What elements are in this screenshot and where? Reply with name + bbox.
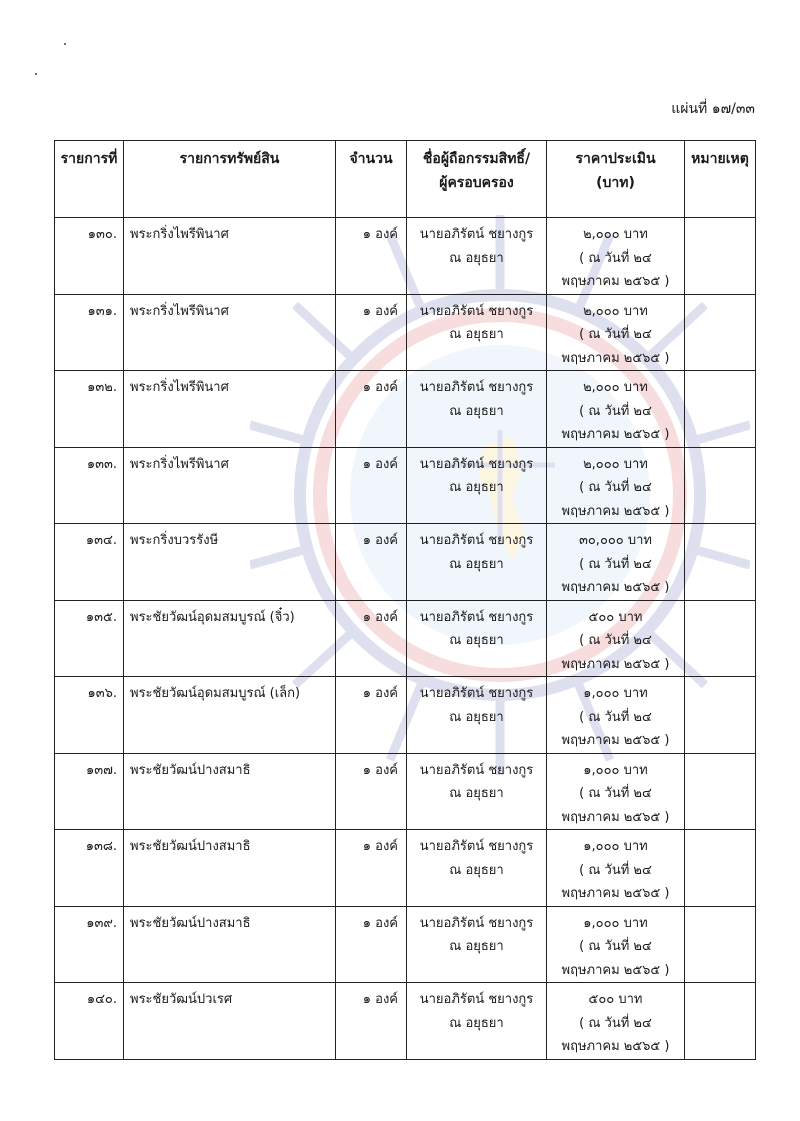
row-owner-surname: ณ อยุธยา: [449, 786, 504, 801]
row-price: [547, 294, 685, 371]
row-item-no: ๑๓๔.: [55, 524, 124, 601]
row-owner-surname: ณ อยุธยา: [449, 250, 504, 266]
row-quantity: ๑ องค์: [336, 218, 407, 295]
row-price-date: ( ณ วันที่ ๒๔: [579, 633, 652, 648]
row-price-date-month: พฤษภาคม ๒๕๖๕ ): [561, 962, 670, 978]
row-owner-name: นายอภิรัตน์ ชยางกูร: [419, 533, 534, 548]
row-item-no: ๑๓๕.: [55, 600, 124, 677]
table-row: [55, 677, 756, 754]
row-owner-name: นายอภิรัตน์ ชยางกูร: [419, 380, 534, 395]
row-asset-name: พระกริ่งไพรีพินาศ: [124, 447, 336, 524]
scan-speck: [64, 43, 66, 45]
row-quantity: ๑ องค์: [336, 983, 407, 1060]
row-price-value: ๓๐,๐๐๐ บาท: [578, 533, 652, 548]
row-owner-surname: ณ อยุธยา: [449, 480, 504, 495]
row-quantity: ๑ องค์: [336, 677, 407, 754]
row-price: [547, 218, 685, 295]
row-asset-name: พระกริ่งไพรีพินาศ: [124, 294, 336, 371]
row-price-date: ( ณ วันที่ ๒๔: [579, 327, 652, 342]
row-owner-surname: ณ อยุธยา: [449, 556, 504, 572]
row-price-date: ( ณ วันที่ ๒๔: [579, 250, 652, 266]
row-price-value: ๒,๐๐๐ บาท: [583, 227, 648, 242]
row-price: [547, 906, 685, 983]
row-owner: [407, 294, 547, 371]
row-quantity: ๑ องค์: [336, 753, 407, 830]
header-asset: รายการทรัพย์สิน: [124, 141, 336, 218]
row-price-date-month: พฤษภาคม ๒๕๖๕ ): [561, 809, 670, 825]
row-price: [547, 524, 685, 601]
row-owner: [407, 677, 547, 754]
row-price-value: ๒,๐๐๐ บาท: [583, 456, 648, 472]
row-item-no: ๑๓๖.: [55, 677, 124, 754]
row-price-date-month: พฤษภาคม ๒๕๖๕ ): [561, 427, 670, 442]
row-price-date: ( ณ วันที่ ๒๔: [579, 1015, 652, 1031]
row-price-date-month: พฤษภาคม ๒๕๖๕ ): [561, 656, 670, 672]
row-owner: [407, 371, 547, 448]
row-owner-name: นายอภิรัตน์ ชยางกูร: [419, 609, 534, 625]
row-item-no: ๑๓๘.: [55, 830, 124, 907]
row-item-no: ๑๔๐.: [55, 983, 124, 1060]
row-owner-name: นายอภิรัตน์ ชยางกูร: [419, 839, 534, 854]
row-quantity: ๑ องค์: [336, 294, 407, 371]
row-item-no: ๑๓๗.: [55, 753, 124, 830]
row-remark: [685, 447, 756, 524]
row-item-no: ๑๓๒.: [55, 371, 124, 448]
row-owner-name: นายอภิรัตน์ ชยางกูร: [419, 762, 534, 778]
sheet-number: แผ่นที่ ๑๗/๓๓: [671, 101, 755, 117]
row-price-date-month: พฤษภาคม ๒๕๖๕ ): [561, 274, 670, 289]
header-quantity: จำนวน: [336, 141, 407, 218]
row-owner-surname: ณ อยุธยา: [449, 403, 504, 419]
header-price-line2: (บาท): [596, 175, 635, 191]
row-owner: [407, 447, 547, 524]
table-row: [55, 218, 756, 295]
row-owner-name: นายอภิรัตน์ ชยางกูร: [419, 992, 534, 1007]
table-row: [55, 371, 756, 448]
header-owner: [407, 141, 547, 218]
row-owner-surname: ณ อยุธยา: [449, 327, 504, 342]
row-price: [547, 753, 685, 830]
row-price-date-month: พฤษภาคม ๒๕๖๕ ): [561, 580, 670, 595]
row-price-date: ( ณ วันที่ ๒๔: [579, 556, 652, 572]
scan-speck: [35, 73, 37, 75]
table-row: [55, 830, 756, 907]
row-price: [547, 830, 685, 907]
row-price: [547, 983, 685, 1060]
row-owner-name: นายอภิรัตน์ ชยางกูร: [419, 227, 534, 242]
row-price-date: ( ณ วันที่ ๒๔: [579, 709, 652, 725]
row-remark: [685, 524, 756, 601]
row-owner-name: นายอภิรัตน์ ชยางกูร: [419, 686, 534, 701]
row-remark: [685, 983, 756, 1060]
row-price-value: ๕๐๐ บาท: [588, 992, 643, 1007]
row-price-date: ( ณ วันที่ ๒๔: [579, 480, 652, 495]
row-remark: [685, 600, 756, 677]
row-owner-name: นายอภิรัตน์ ชยางกูร: [419, 456, 534, 472]
row-price-date: ( ณ วันที่ ๒๔: [579, 939, 652, 954]
row-owner-surname: ณ อยุธยา: [449, 939, 504, 954]
row-price-date-month: พฤษภาคม ๒๕๖๕ ): [561, 733, 670, 748]
row-remark: [685, 677, 756, 754]
row-quantity: ๑ องค์: [336, 906, 407, 983]
row-owner-surname: ณ อยุธยา: [449, 1015, 504, 1031]
row-owner: [407, 600, 547, 677]
row-quantity: ๑ องค์: [336, 830, 407, 907]
row-price-date: ( ณ วันที่ ๒๔: [579, 403, 652, 419]
header-owner-line1: ชื่อผู้ถือกรรมสิทธิ์/: [422, 151, 531, 167]
table-row: [55, 524, 756, 601]
row-asset-name: พระชัยวัฒน์ปวเรศ: [124, 983, 336, 1060]
row-price: [547, 600, 685, 677]
row-asset-name: พระชัยวัฒน์ปางสมาธิ: [124, 906, 336, 983]
row-quantity: ๑ องค์: [336, 600, 407, 677]
row-owner: [407, 830, 547, 907]
row-owner: [407, 753, 547, 830]
row-asset-name: พระกริ่งบวรรังษี: [124, 524, 336, 601]
header-price: [547, 141, 685, 218]
row-asset-name: พระกริ่งไพรีพินาศ: [124, 218, 336, 295]
row-owner: [407, 218, 547, 295]
row-price: [547, 677, 685, 754]
row-quantity: ๑ องค์: [336, 524, 407, 601]
row-remark: [685, 830, 756, 907]
row-remark: [685, 906, 756, 983]
row-price-value: ๑,๐๐๐ บาท: [583, 762, 648, 778]
row-owner-surname: ณ อยุธยา: [449, 862, 504, 878]
row-price-date-month: พฤษภาคม ๒๕๖๕ ): [561, 503, 670, 519]
asset-table: [54, 140, 756, 1060]
row-item-no: ๑๓๑.: [55, 294, 124, 371]
row-price-date-month: พฤษภาคม ๒๕๖๕ ): [561, 350, 670, 366]
row-item-no: ๑๓๐.: [55, 218, 124, 295]
row-owner-surname: ณ อยุธยา: [449, 709, 504, 725]
row-owner: [407, 524, 547, 601]
row-price-value: ๕๐๐ บาท: [588, 609, 643, 625]
row-item-no: ๑๓๙.: [55, 906, 124, 983]
row-item-no: ๑๓๓.: [55, 447, 124, 524]
row-owner-name: นายอภิรัตน์ ชยางกูร: [419, 915, 534, 931]
table-row: [55, 447, 756, 524]
row-owner-surname: ณ อยุธยา: [449, 633, 504, 648]
row-owner: [407, 983, 547, 1060]
header-price-line1: ราคาประเมิน: [575, 151, 656, 167]
row-asset-name: พระชัยวัฒน์อุดมสมบูรณ์ (เล็ก): [124, 677, 336, 754]
table-row: [55, 753, 756, 830]
row-price-date: ( ณ วันที่ ๒๔: [579, 862, 652, 878]
table-header-row: [55, 141, 756, 218]
row-owner: [407, 906, 547, 983]
row-price-date-month: พฤษภาคม ๒๕๖๕ ): [561, 1039, 670, 1054]
row-asset-name: พระชัยวัฒน์ปางสมาธิ: [124, 753, 336, 830]
row-quantity: ๑ องค์: [336, 447, 407, 524]
table-row: [55, 906, 756, 983]
row-asset-name: พระชัยวัฒน์ปางสมาธิ: [124, 830, 336, 907]
table-row: [55, 983, 756, 1060]
row-remark: [685, 294, 756, 371]
row-price: [547, 371, 685, 448]
row-asset-name: พระกริ่งไพรีพินาศ: [124, 371, 336, 448]
table-row: [55, 294, 756, 371]
row-price-value: ๑,๐๐๐ บาท: [583, 915, 648, 931]
row-asset-name: พระชัยวัฒน์อุดมสมบูรณ์ (จิ๋ว): [124, 600, 336, 677]
row-price-date-month: พฤษภาคม ๒๕๖๕ ): [561, 886, 670, 901]
row-remark: [685, 371, 756, 448]
row-remark: [685, 218, 756, 295]
row-quantity: ๑ องค์: [336, 371, 407, 448]
row-price-value: ๒,๐๐๐ บาท: [583, 303, 648, 319]
header-owner-line2: ผู้ครอบครอง: [439, 175, 514, 191]
header-item-no: รายการที่: [55, 141, 124, 218]
row-price-date: ( ณ วันที่ ๒๔: [579, 786, 652, 801]
header-remark: หมายเหตุ: [685, 141, 756, 218]
table-row: [55, 600, 756, 677]
row-price-value: ๑,๐๐๐ บาท: [583, 686, 648, 701]
row-owner-name: นายอภิรัตน์ ชยางกูร: [419, 303, 534, 319]
row-price-value: ๒,๐๐๐ บาท: [583, 380, 648, 395]
row-price: [547, 447, 685, 524]
row-remark: [685, 753, 756, 830]
row-price-value: ๑,๐๐๐ บาท: [583, 839, 648, 854]
